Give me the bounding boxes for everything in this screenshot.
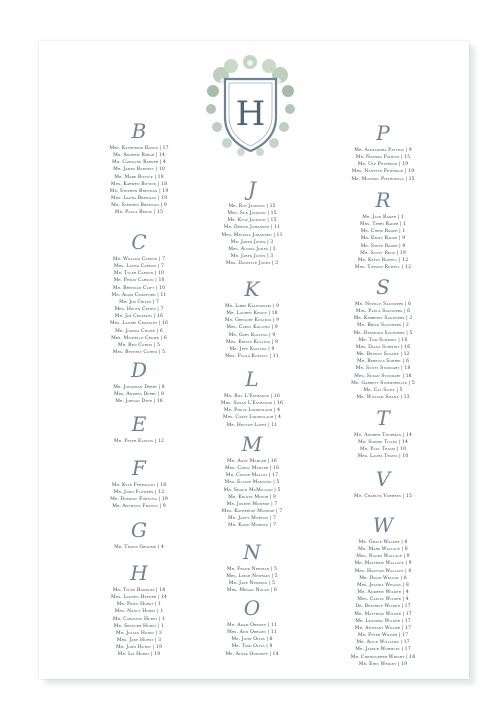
guest-entry: Mrs. Carol Kolling | 9	[226, 325, 278, 331]
guest-entry: Mrs. Katherine Bands | 17	[109, 146, 169, 151]
guest-entry: Mrs. Laurie Crossley | 16	[109, 321, 169, 327]
guest-entry: Mr. Leandra Wilder | 17	[355, 618, 411, 624]
guest-entry: Mr. Mark Bittick | 18	[114, 174, 164, 180]
guest-entry: Mr. Jonathan Derby | 8	[113, 385, 165, 390]
section-s	[321, 273, 445, 401]
section-letter: H	[130, 561, 148, 585]
section-t	[321, 404, 445, 461]
guest-entry: Mr. Libby Kalinowski | 9	[224, 304, 280, 309]
section-d	[77, 356, 201, 405]
guest-entry: Mr. Katie Morton | 7	[228, 523, 276, 529]
guest-entry: Mr. Jordan Dyer | 18	[115, 399, 163, 405]
guest-entry: Mr. Caroline Hurst | 1	[112, 616, 166, 622]
guest-entry: Mr. Alice Williams | 17	[356, 640, 410, 646]
guest-entry: Mr. Brandt Sloane | 12	[356, 352, 410, 358]
guest-entry: Mr. Jack Rader | 1	[362, 215, 404, 220]
guest-entry: Mr. Christopher Wright | 16	[350, 654, 416, 660]
guest-entry: Mrs. Paula Saunders | 6	[355, 309, 411, 315]
guest-entry: Mrs. Laura Brennan | 19	[110, 196, 168, 202]
guest-entry: Mr. Scott Stoddart | 18	[355, 366, 411, 372]
guest-entry: Mr. Gregory Kolling | 9	[224, 318, 280, 324]
section-letter: N	[243, 540, 261, 564]
guest-entry: Mr. Steve Rader | 9	[360, 243, 406, 249]
guest-entry: Mrs. Tiffany Rowell | 12	[354, 265, 412, 271]
guest-entry: Mr. Charles Vorhees | 15	[354, 494, 412, 499]
section-letter: M	[241, 432, 263, 456]
section-letter: L	[245, 367, 259, 391]
guest-entry: Mr. Spencer Hurst | 1	[113, 623, 165, 629]
guest-entry: Mrs. Susan Stoddart | 18	[354, 373, 412, 379]
guest-entry: Mr. Price Hurst | 1	[116, 602, 162, 608]
guest-entry: Mr. Adam Crawford | 11	[111, 292, 167, 298]
guest-entry: Mr. Hector Lopez | 11	[226, 422, 278, 428]
section-letter: W	[372, 513, 394, 537]
section-letter: R	[375, 188, 391, 212]
guest-entry: Mrs. Nanette Peterson | 19	[351, 169, 415, 175]
section-f	[77, 454, 201, 511]
guest-entry: Mr. Erin Wright | 19	[358, 661, 408, 667]
guest-entry: Mr. Kimberly Saunders | 2	[353, 316, 413, 322]
guest-entry: Mr. Jared Jones | 3	[230, 254, 274, 260]
guest-entry: Mr. Kelsey Minor | 9	[228, 494, 276, 500]
guest-entry: Mr. Brendan Clift | 10	[112, 285, 166, 291]
guest-entry: Mrs. Ann Obrgen | 11	[227, 630, 277, 636]
guest-entry: Mrs. Naomi Wallace | 9	[356, 554, 410, 560]
guest-entry: Mr. Kyle Jackson | 15	[227, 218, 277, 224]
guest-entry: Mr. Nathan Patrick | 15	[355, 155, 411, 161]
guest-entry: Mr. Tyler Hawkins | 14	[112, 588, 166, 593]
guest-entry: Mr. Kevin Rowell | 12	[357, 257, 409, 263]
guest-entry: Mr. Chris Rader | 1	[360, 229, 406, 235]
guest-entry: Mr. Jim Crites | 7	[119, 299, 159, 305]
guest-entry: Dr. Beatrice Wilder | 17	[355, 604, 411, 610]
section-k	[190, 275, 314, 360]
section-letter: O	[243, 596, 261, 620]
guest-entry: Mr. Peter Easton | 12	[113, 439, 165, 444]
guest-entry: Mr. Andrew Wilder | 4	[357, 590, 409, 596]
guest-entry: Mrs. Jane Hurst | 3	[116, 638, 162, 644]
guest-entry: Mr. Cal Sutie | 5	[363, 387, 403, 393]
guest-entry: Mr. Desmond Saunders | 5	[353, 330, 413, 336]
guest-entry: Mrs. Laura Travis | 10	[357, 454, 409, 460]
section-p	[321, 119, 445, 183]
guest-entry: Mr. Jake Newman | 5	[228, 581, 276, 587]
section-letter: P	[376, 121, 390, 145]
guest-entry: Mrs. Karmen Bittick | 18	[110, 181, 168, 187]
guest-entry: Mrs. Caelin Wilder | 4	[357, 597, 409, 603]
section-e	[77, 410, 201, 445]
section-h	[77, 559, 201, 659]
guest-entry: Mr. Mark Wallace | 8	[358, 547, 408, 553]
section-g	[77, 516, 201, 551]
guest-entry: Mrs. Alyssa Jones | 3	[228, 246, 276, 252]
guest-entry: Mr. Peter Wilder | 17	[357, 633, 409, 639]
guest-entry: Mr. Alexa Ondorff | 14	[225, 651, 279, 657]
section-w	[321, 511, 445, 668]
guest-entry: Mr. Ulf Peterson | 19	[357, 162, 409, 168]
guest-entry: Mr. Joshua Crowe | 6	[115, 328, 163, 334]
guest-entry: Mr. Andrew Thurman | 14	[353, 433, 413, 438]
guest-entry: Mr. Alexandra Pattina | 9	[354, 148, 412, 153]
section-letter: T	[376, 406, 390, 430]
section-r	[321, 186, 445, 271]
guest-entry: Mr. Frank Newman | 5	[226, 567, 278, 572]
guest-entry: Mr. Stephen Brennan | 9	[111, 203, 167, 209]
guest-entry: Mr. Andrew Babar | 14	[113, 153, 165, 159]
guest-entry: Mr. Julian Hurst | 3	[116, 630, 162, 636]
guest-entry: Mr. William Carson | 7	[112, 257, 166, 262]
guest-entry: Mr. Philip Lindenlaub | 4	[223, 408, 281, 414]
guest-entry: Mr. Liz Hurst | 19	[117, 652, 161, 658]
section-letter: V	[375, 467, 391, 491]
guest-entry: Mr. John Flowers | 12	[113, 490, 165, 496]
guest-entry: Mrs. Jeanna Welday | 8	[357, 582, 409, 588]
section-letter: C	[131, 230, 147, 254]
guest-entry: Mr. John Hurst | 19	[116, 645, 162, 651]
guest-entry: Mr. Dominic Fortuna | 19	[110, 497, 168, 503]
guest-entry: Mrs. Danielle Jones | 3	[225, 261, 279, 267]
section-letter: E	[131, 412, 147, 436]
monogram-crest	[203, 55, 298, 163]
guest-entry: Mr. Scott Reos | 19	[360, 250, 406, 256]
guest-entry: Mrs. Michelle Crowe | 6	[111, 335, 167, 341]
guest-entry: Mr. Paul Travis | 10	[359, 447, 407, 453]
section-letter: F	[132, 456, 146, 480]
guest-entry: Mr. Matthew Wallace | 9	[354, 561, 412, 567]
guest-entry: Mr. Jeff Kolling | 9	[229, 346, 275, 352]
guest-entry: Mr. Derick Johansen | 11	[223, 225, 281, 231]
guest-entry: Mrs. Megan Nolan | 6	[226, 588, 278, 594]
guest-entry: Mr. Anthony Wilder | 17	[354, 625, 412, 631]
guest-entry: Mrs. Laura Carson | 7	[113, 264, 165, 270]
section-letter: B	[131, 119, 147, 143]
guest-entry: Mr. Joseph Monroe | 7	[226, 501, 278, 507]
guest-entry: Mr. Janey Morton | 7	[228, 516, 276, 522]
guest-entry: Mr. Tyler Carson | 10	[113, 271, 165, 277]
guest-entry: Mr. James Barnett | 10	[113, 167, 165, 173]
guest-entry: Mr. Travis Groome | 4	[114, 545, 164, 550]
guest-entry: Mr. Jim Crossley | 16	[114, 314, 164, 320]
section-letter: D	[130, 358, 148, 382]
guest-entry: Mrs. Helen Crites | 7	[114, 307, 164, 313]
guest-entry: Mr. Andy Mahler | 16	[227, 459, 277, 464]
guest-entry: Mrs. Hannah Wallace | 8	[354, 568, 412, 574]
guest-entry: Mr. Adam Obrgen | 11	[226, 623, 278, 628]
guest-entry: Mr. Emily Rader | 9	[360, 236, 406, 242]
guest-entry: Mr. Philip Carson | 10	[113, 278, 165, 284]
guest-entry: Mr. David Welday | 8	[359, 575, 407, 581]
guest-entry: Mr. Sophie Tilles | 14	[358, 440, 408, 446]
section-letter: G	[131, 518, 147, 542]
guest-entry: Mr. Kyle Ferralioli | 18	[111, 483, 167, 488]
section-c	[77, 228, 201, 356]
guest-entry: Mr. Brian Saunders | 2	[357, 323, 409, 329]
section-letter: S	[376, 275, 390, 299]
guest-entry: Mrs. Terri Rader | 1	[359, 222, 407, 228]
guest-entry: Mr. Shaun McMillian | 5	[223, 487, 281, 493]
guest-entry: Mr. Paula Brook | 15	[114, 210, 164, 216]
section-n	[190, 538, 314, 595]
guest-entry: Mr. Neville Saunders | 6	[354, 302, 412, 307]
guest-entry: Mr. Conor Mallot | 17	[225, 473, 279, 479]
guest-entry: Mr. Garrett Summerville | 5	[351, 380, 415, 386]
guest-entry: Mr. Tami Oliva | 8	[231, 644, 273, 650]
section-v	[321, 465, 445, 500]
guest-entry: Mr. Stephen Brennan | 19	[109, 188, 169, 194]
guest-entry: Mrs. Sue Jackson | 15	[227, 211, 277, 217]
guest-entry: Mr. Gary Kolling | 9	[228, 332, 276, 338]
guest-entry: Mr. Matthias Wilder | 17	[354, 611, 412, 617]
guest-entry: Mrs. Beverly Curtis | 5	[112, 350, 166, 356]
guest-entry: Mrs. Susan L'Estrange | 16	[220, 401, 284, 407]
section-o	[190, 594, 314, 658]
guest-entry: Mr. Lauren Kenny | 18	[226, 311, 278, 317]
guest-entry: Mrs. Diana Schmidt | 16	[355, 344, 411, 350]
guest-entry: Mr. Anthony Franco | 9	[112, 504, 166, 510]
monogram-letter: H	[235, 94, 266, 134]
guest-entry: Mrs. Katherine Monroe | 7	[221, 509, 283, 515]
guest-entry: Mrs. Lauren Hepner | 14	[110, 595, 168, 601]
guest-entry: Mrs. Paola Kovacic | 11	[225, 354, 279, 360]
guest-entry: Mr. Tom Schmidt | 16	[358, 337, 408, 343]
guest-entry: Mrs. Elaine Manning | 5	[224, 480, 280, 486]
guest-entry: Mrs. Leigh Newman | 5	[226, 574, 278, 580]
guest-entry: Mr. Jaspur Wormley | 17	[355, 647, 411, 653]
guest-entry: Mr. Rebecca Sorrel | 6	[356, 359, 410, 365]
section-m	[190, 430, 314, 530]
guest-entry: Mr. Michael Pietropola | 15	[351, 176, 415, 182]
section-l	[190, 365, 314, 429]
section-b	[77, 117, 201, 217]
guest-entry: Mr. Jared Jones | 3	[230, 239, 274, 245]
guest-entry: Mr. John Oliva | 8	[231, 637, 273, 643]
guest-entry: Mr. Bill L'Estrange | 16	[224, 394, 280, 399]
guest-entry: Mrs. Andrea Derby | 8	[113, 392, 165, 398]
section-j	[190, 175, 314, 267]
guest-entry: Mr. Roy Jackson | 15	[228, 204, 276, 209]
section-letter: J	[247, 177, 257, 201]
guest-entry: Mrs. Melissa Johansen | 11	[221, 232, 283, 238]
guest-entry: Mr. Ben Curtis | 5	[117, 342, 161, 348]
guest-entry: Mrs. Casey Lindenlaub | 4	[222, 415, 282, 421]
guest-entry: Mr. Grace Walker | 8	[358, 540, 408, 545]
section-letter: K	[244, 277, 260, 301]
guest-entry: Mrs. Krista Kolling | 9	[225, 339, 279, 345]
guest-entry: Mr. William Swane | 13	[356, 395, 410, 401]
guest-entry: Mrs. Carol Mahler | 16	[224, 466, 280, 472]
guest-entry: Mr. Caroline Barker | 4	[112, 160, 166, 166]
guest-entry: Mrs. Nancy Hurst | 1	[114, 609, 164, 615]
